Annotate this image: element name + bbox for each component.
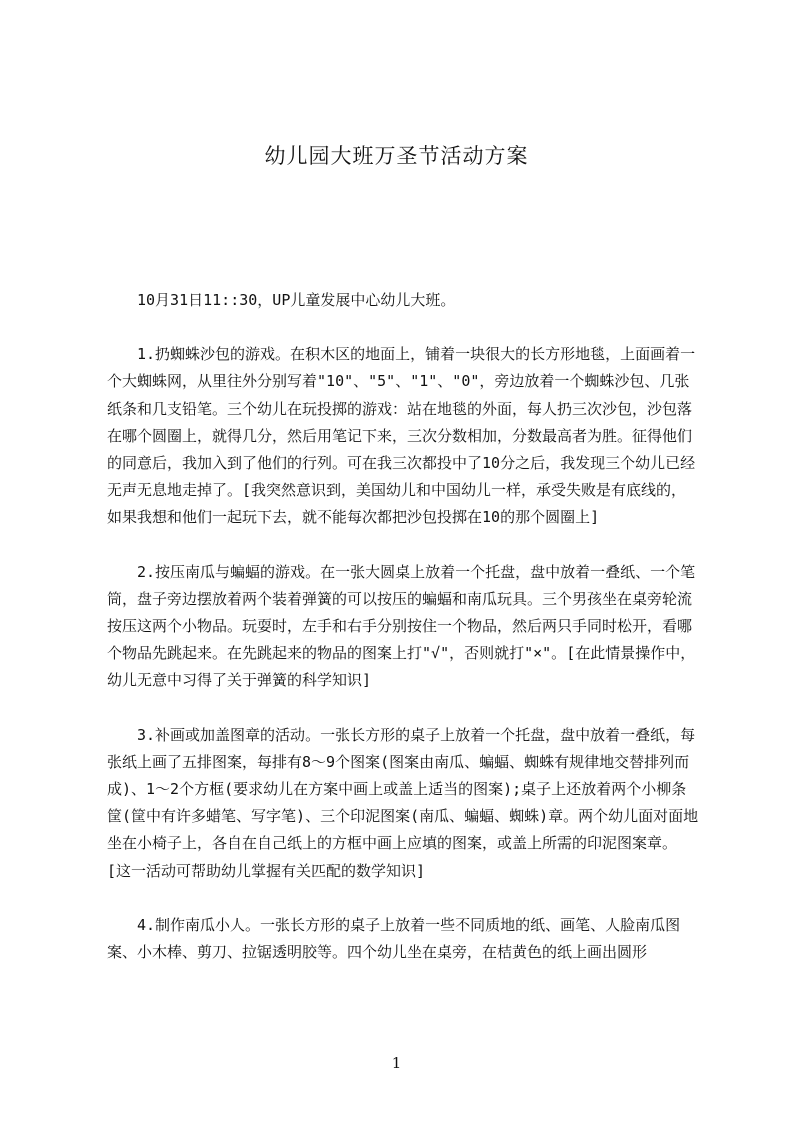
paragraph-3: 3.补画或加盖图章的活动。一张长方形的桌子上放着一个托盘，盘中放着一叠纸，每张纸上画了五排图案，每排有8～9个图案(图案由南瓜、蝙蝠、蜘蛛有规律地交替排列而成)、1～2个方框(要求幼儿在方案中画上或盖上适当的图案);桌子上还放着两个小柳条筐(筐中有许多蜡笔、写字笔)、三个印泥图案(南瓜、蝙蝠、蜘蛛)章。两个幼儿面对面地坐在小椅子上，各自在自己纸上的方框中画上应填的图案，或盖上所需的印泥图案章。[这一活动可帮助幼儿掌握有关匹配的数学知识] [107, 725, 699, 880]
document-body [107, 287, 699, 966]
intro-paragraph: 10月31日11::30，UP儿童发展中心幼儿大班。 [137, 291, 456, 309]
paragraph-4: 4.制作南瓜小人。一张长方形的桌子上放着一些不同质地的纸、画笔、人脸南瓜图案、小木棒、剪刀、拉锯透明胶等。四个幼儿坐在桌旁，在桔黄色的纸上画出圆形 [107, 915, 681, 962]
page-number: 1 [391, 1054, 402, 1072]
document-title: 幼儿园大班万圣节活动方案 [264, 144, 529, 168]
paragraph-1: 1.扔蜘蛛沙包的游戏。在积木区的地面上，铺着一块很大的长方形地毯，上面画着一个大蜘蛛网，从里往外分别写着"10"、"5"、"1"、"0"，旁边放着一个蜘蛛沙包、几张纸条和几支铅笔。三个幼儿在玩投掷的游戏：站在地毯的外面，每人扔三次沙包，沙包落在哪个圆圈上，就得几分，然后用笔记下来，三次分数相加，分数最高者为胜。征得他们的同意后，我加入到了他们的行列。可在我三次都投中了10分之后，我发现三个幼儿已经无声无息地走掉了。[我突然意识到，美国幼儿和中国幼儿一样，承受失败是有底线的，如果我想和他们一起玩下去，就不能每次都把沙包投掷在10的那个圆圈上] [107, 345, 696, 527]
paragraph-2: 2.按压南瓜与蝙蝠的游戏。在一张大圆桌上放着一个托盘，盘中放着一叠纸、一个笔筒，盘子旁边摆放着两个装着弹簧的可以按压的蝙蝠和南瓜玩具。三个男孩坐在桌旁轮流按压这两个小物品。玩耍时，左手和右手分别按住一个物品，然后两只手同时松开，看哪个物品先跳起来。在先跳起来的物品的图案上打"√"，否则就打"×"。[在此情景操作中，幼儿无意中习得了关于弹簧的科学知识] [107, 562, 696, 690]
